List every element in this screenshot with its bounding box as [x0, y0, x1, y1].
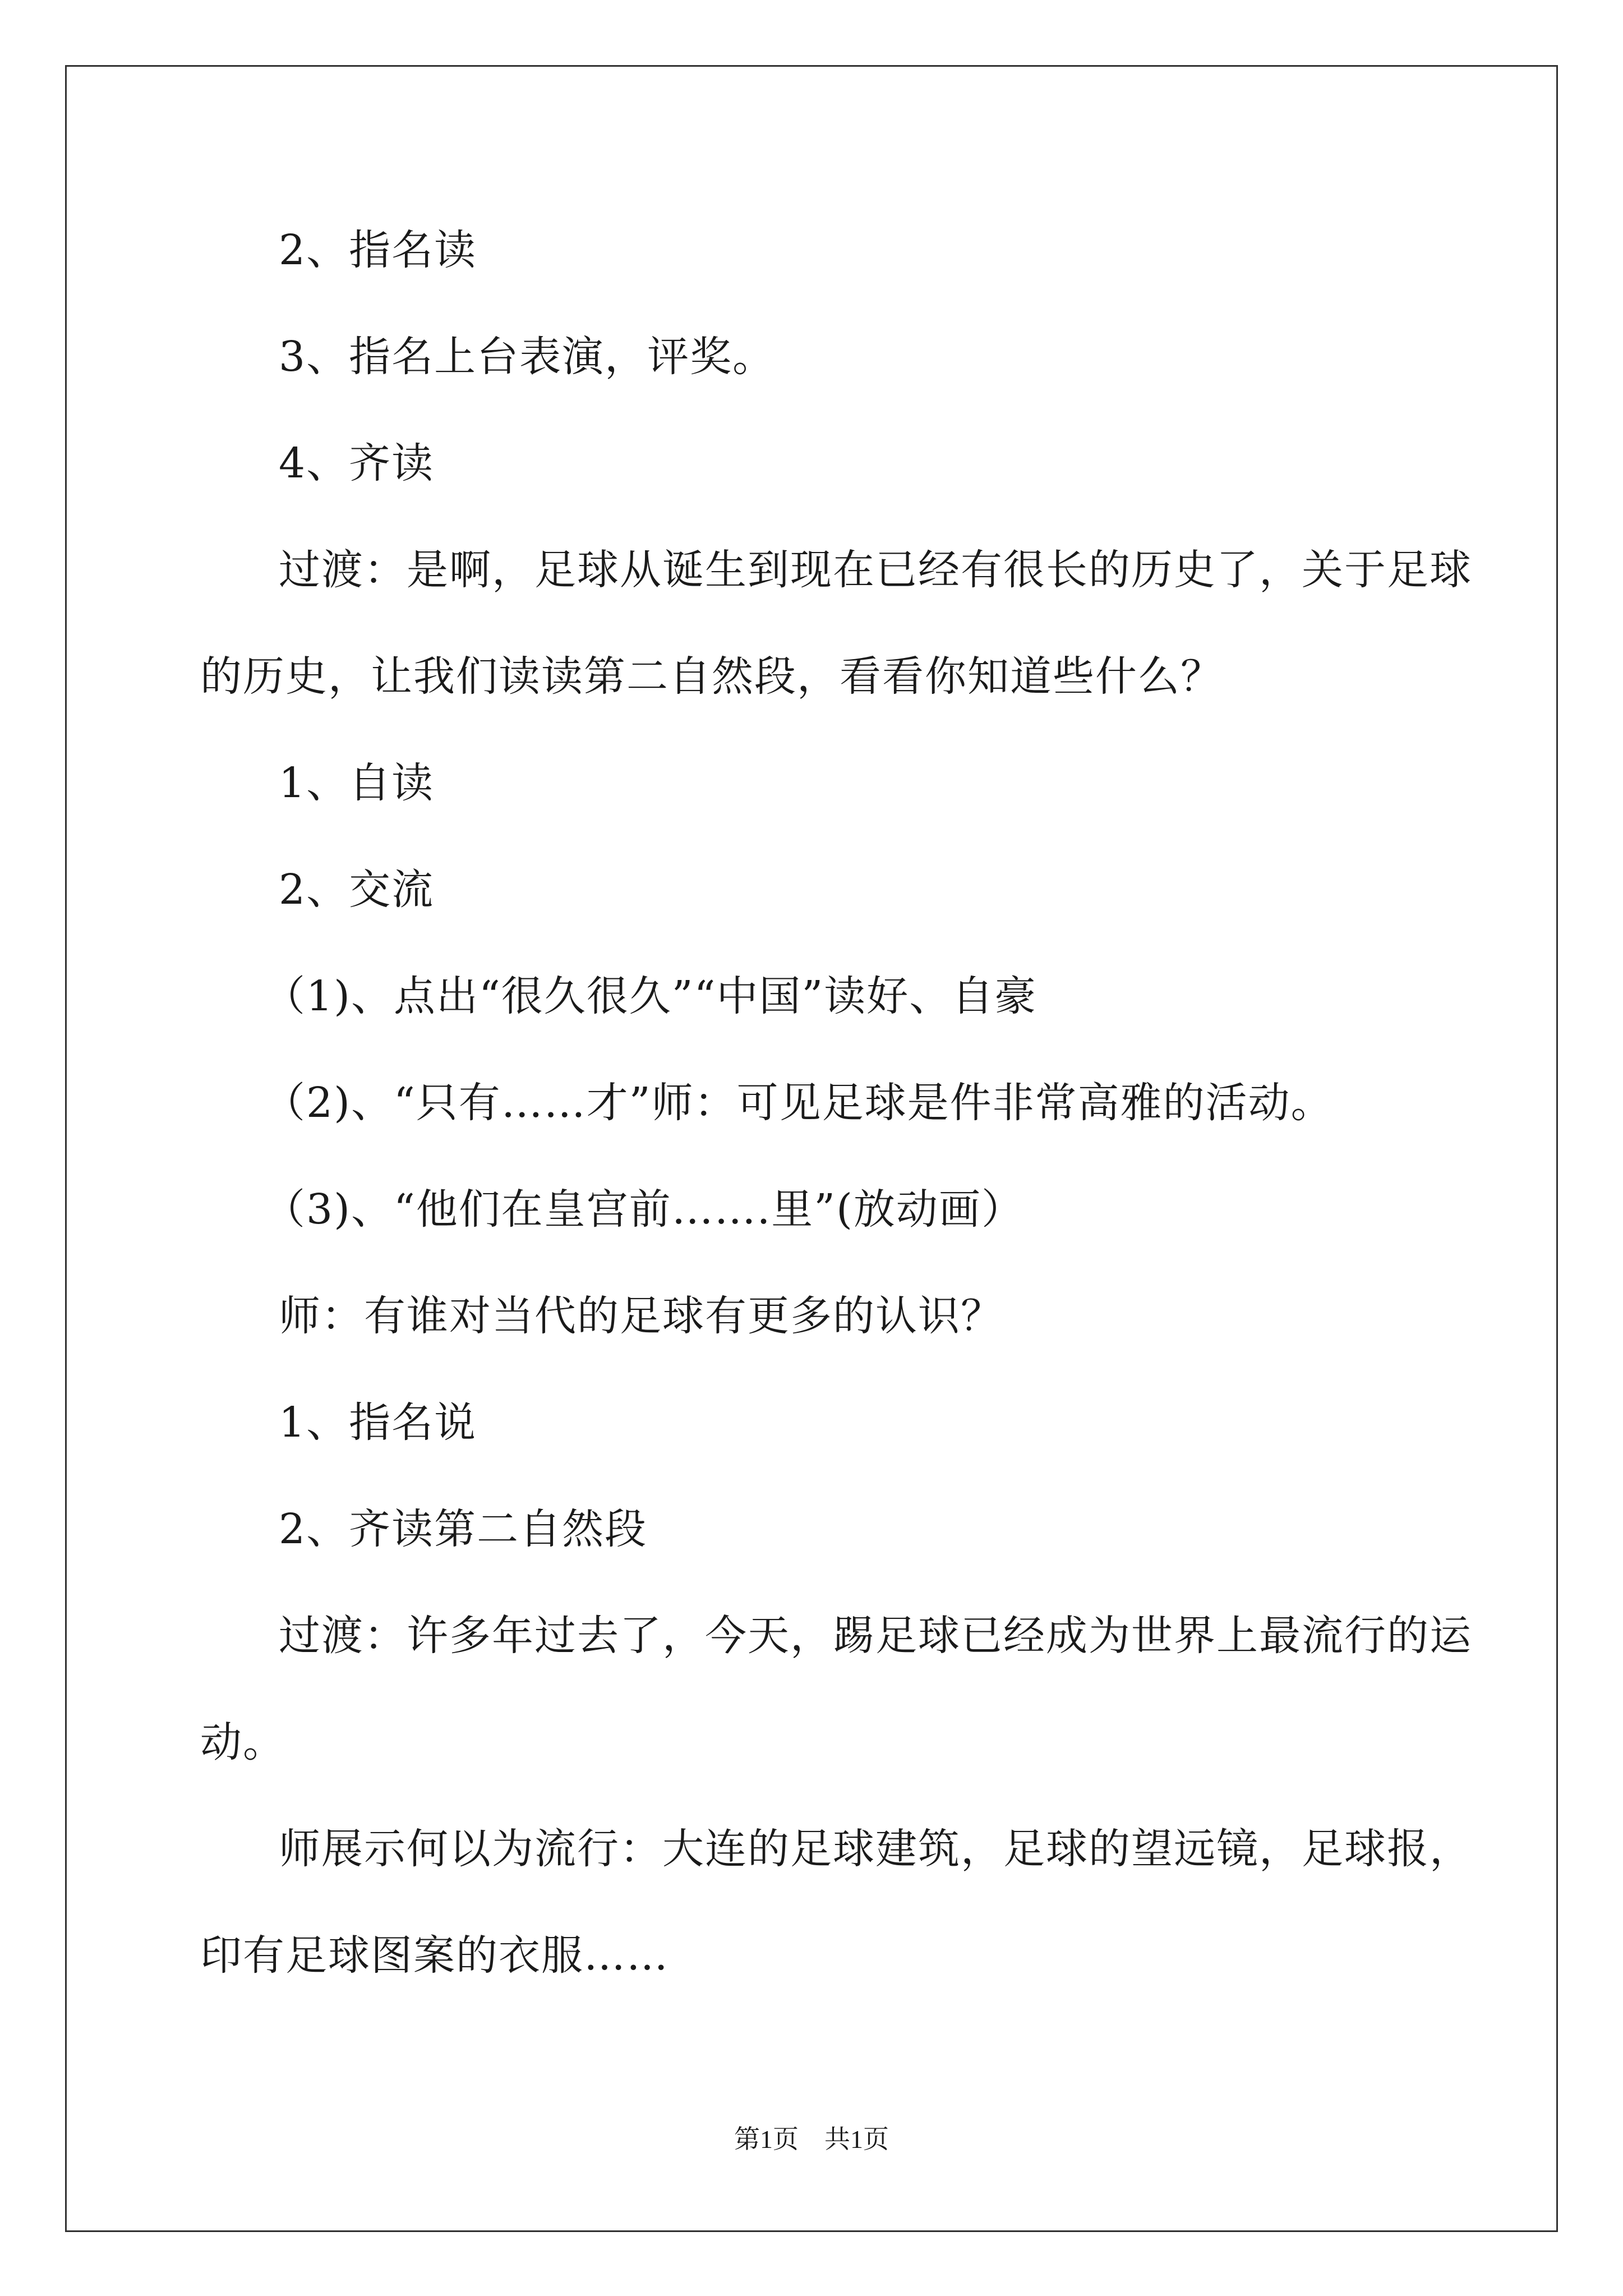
body-line: 的历史，让我们读读第二自然段，看看你知道些什么？ [200, 652, 1223, 701]
body-line: 动。 [200, 1718, 285, 1766]
body-line: 师：有谁对当代的足球有更多的认识？ [279, 1292, 1003, 1340]
body-line: （2)、“只有……才”师：可见足球是件非常高雅的活动。 [264, 1079, 1334, 1127]
body-line: 1、指名说 [279, 1398, 477, 1447]
body-line: 3、指名上台表演，评奖。 [279, 333, 776, 381]
body-line: 1、自读 [279, 759, 435, 807]
body-line: 印有足球图案的衣服…… [200, 1931, 669, 1980]
body-line: 2、交流 [279, 866, 435, 914]
body-line: 2、齐读第二自然段 [279, 1505, 648, 1553]
body-line: 2、指名读 [279, 226, 477, 274]
body-line: 4、齐读 [279, 439, 435, 487]
page-number-footer: 第1页 共1页 [734, 2125, 889, 2154]
body-line: 师展示何以为流行：大连的足球建筑，足球的望远镜，足球报， [279, 1825, 1472, 1873]
page-border [65, 65, 1558, 2232]
body-line: （3)、“他们在皇宫前…….里”(放动画） [264, 1185, 1025, 1234]
body-line: 过渡：是啊，足球从诞生到现在已经有很长的历史了，关于足球 [279, 546, 1472, 594]
body-line: 过渡：许多年过去了，今天，踢足球已经成为世界上最流行的运 [279, 1612, 1472, 1660]
body-line: （1)、点出“很久很久”“中国”读好、自豪 [264, 972, 1038, 1020]
